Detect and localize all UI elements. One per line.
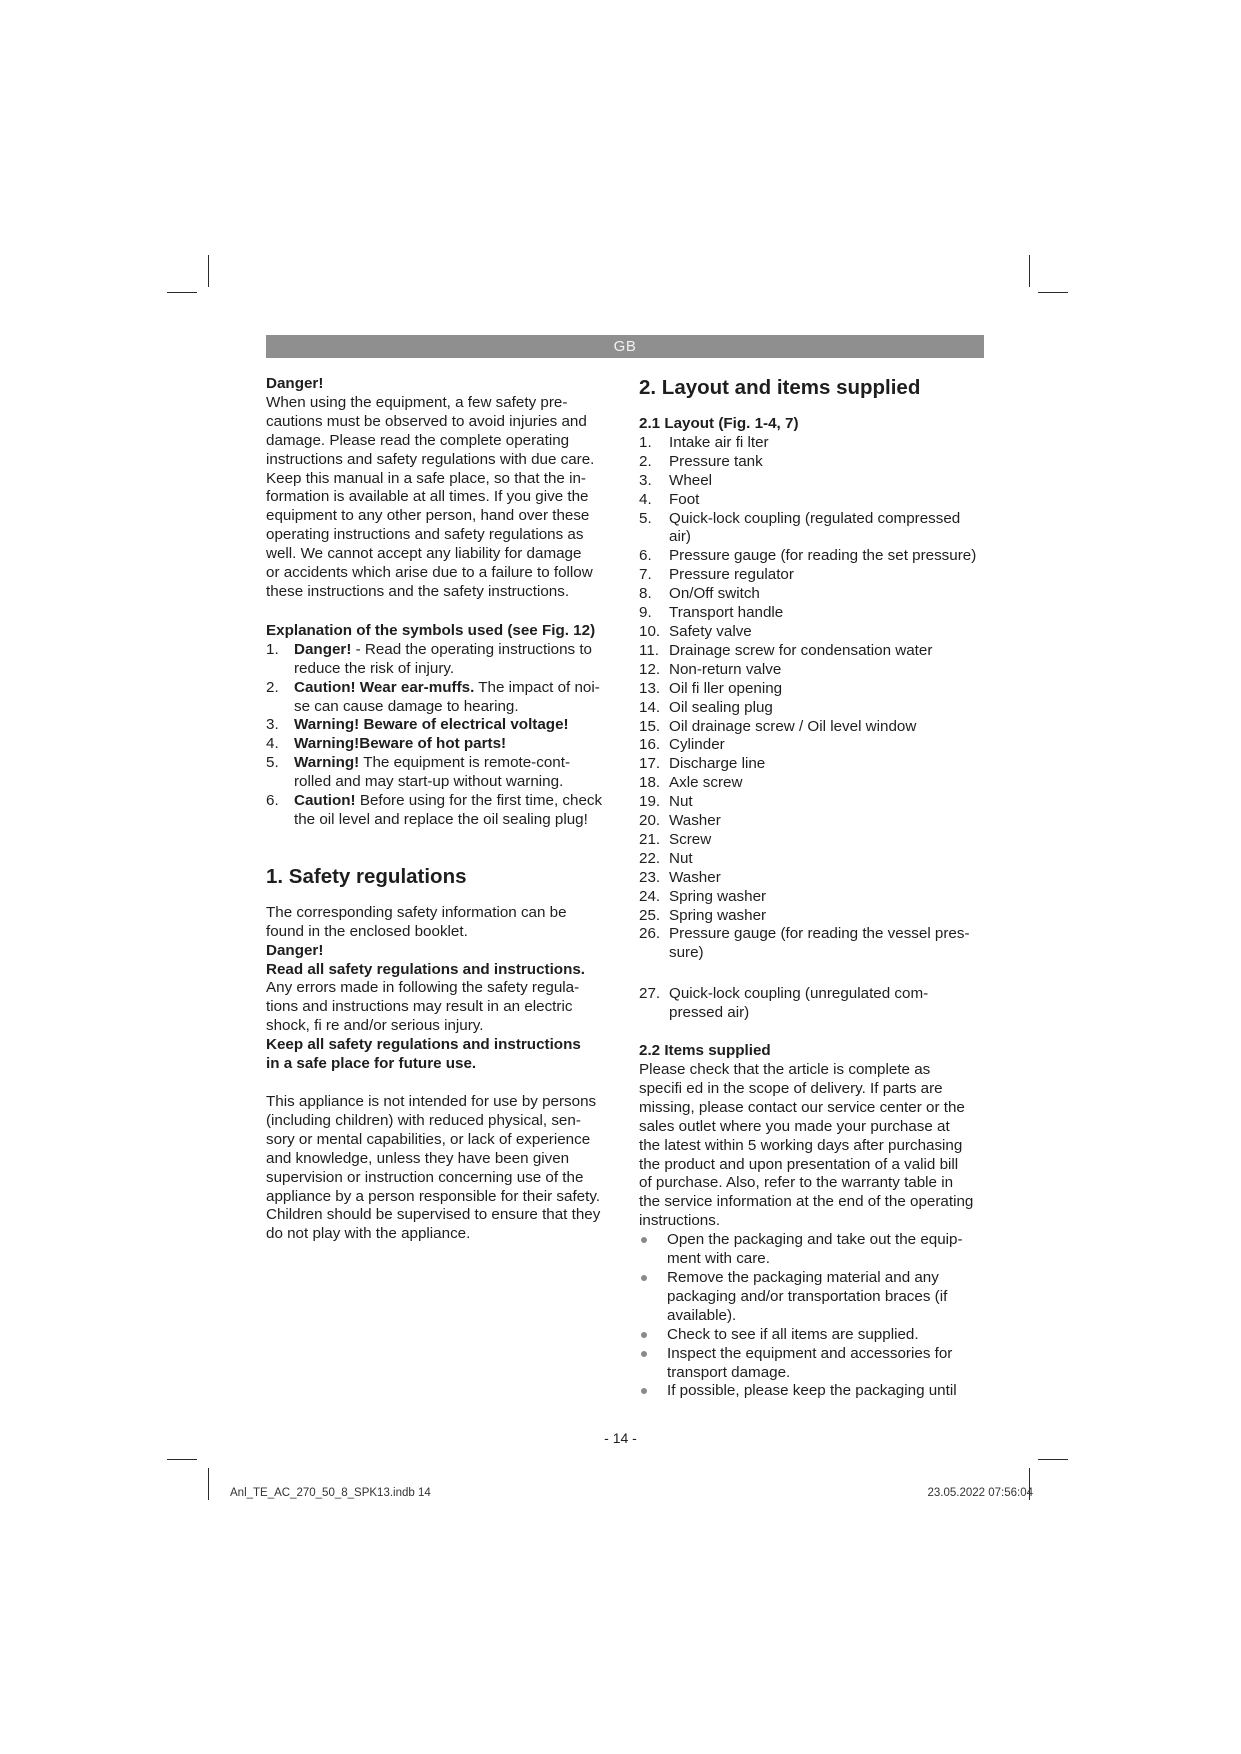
text-line: supervision or instruction concerning use of the: [266, 1168, 584, 1186]
item-number: 13.: [639, 679, 661, 697]
crop-mark: [1029, 255, 1030, 287]
text-line: instructions.: [639, 1212, 721, 1230]
symbol-item: [266, 679, 616, 717]
text-line: Keep this manual in a safe place, so that the in-: [266, 469, 586, 487]
layout-item: [639, 888, 987, 907]
bullet-item: [639, 1326, 987, 1345]
layout-item: [639, 850, 987, 869]
layout-item: [639, 623, 987, 642]
text-line: rolled and may start-up without warning.: [294, 773, 564, 791]
symbol-label: Warning! Beware of electrical voltage!: [294, 716, 569, 734]
item-number: 8.: [639, 585, 652, 603]
text-line: If possible, please keep the packaging until: [667, 1382, 957, 1400]
text-line: Oil fi ller opening: [669, 679, 783, 697]
item-number: 1.: [266, 640, 279, 658]
layout-item: [639, 831, 987, 850]
item-number: 3.: [266, 716, 279, 734]
item-number: 9.: [639, 604, 652, 622]
item-number: 27.: [639, 985, 661, 1003]
bullet-icon: [641, 1237, 647, 1243]
language-bar: GB: [266, 335, 984, 358]
symbol-label: Warning!: [294, 754, 360, 772]
layout-item: [639, 434, 987, 453]
layout-item: [639, 585, 987, 604]
text-line: Keep all safety regulations and instructions: [266, 1036, 581, 1054]
safety-intro: [266, 904, 616, 942]
item-number: 24.: [639, 887, 661, 905]
layout-item: [639, 812, 987, 831]
text-line: missing, please contact our service center or the: [639, 1098, 965, 1116]
crop-mark: [208, 1468, 209, 1500]
item-number: 2.: [266, 678, 279, 696]
text-line: Warning! The equipment is remote-cont-: [294, 754, 571, 772]
crop-mark: [1038, 1459, 1068, 1460]
text-line: or accidents which arise due to a failure to follow: [266, 564, 593, 582]
text-line: Remove the packaging material and any: [667, 1268, 939, 1286]
text-line: reduce the risk of injury.: [294, 659, 455, 677]
left-column: [266, 375, 616, 1244]
text-line: Axle screw: [669, 774, 743, 792]
text-line: in a safe place for future use.: [266, 1055, 477, 1073]
text-line: formation is available at all times. If you give the: [266, 488, 589, 506]
text-line: transport damage.: [667, 1363, 791, 1381]
text-line: On/Off switch: [669, 585, 760, 603]
text-line: appliance by a person responsible for their safety.: [266, 1187, 601, 1205]
item-number: 26.: [639, 925, 661, 943]
crop-mark: [167, 1459, 197, 1460]
danger-intro: [266, 375, 616, 602]
layout-list-27: [639, 985, 987, 1023]
text-line: Non-return valve: [669, 660, 782, 678]
symbols-section: [266, 622, 616, 830]
layout-heading: 2. Layout and items supplied: [639, 376, 921, 399]
text-line: found in the enclosed booklet.: [266, 922, 468, 940]
text-line: Washer: [669, 812, 721, 830]
crop-mark: [167, 292, 197, 293]
text-line: Drainage screw for condensation water: [669, 641, 933, 659]
item-number: 5.: [266, 754, 279, 772]
text-line: cautions must be observed to avoid injuries and: [266, 412, 587, 430]
text-line: Spring washer: [669, 887, 767, 905]
item-number: 11.: [639, 641, 659, 659]
symbol-item: [266, 641, 616, 679]
text-line: Caution! Before using for the first time, check: [294, 792, 603, 810]
layout-title: 2.1 Layout (Fig. 1-4, 7): [639, 415, 799, 432]
layout-item: [639, 661, 987, 680]
bullet-item: [639, 1382, 987, 1401]
text-line: Nut: [669, 793, 693, 811]
layout-item: [639, 718, 987, 737]
bullet-item: [639, 1269, 987, 1326]
layout-item: [639, 566, 987, 585]
text-line: [294, 735, 616, 754]
text-line: Pressure tank: [669, 452, 763, 470]
symbol-label: Caution!: [294, 792, 356, 810]
item-number: 15.: [639, 717, 661, 735]
layout-item: [639, 755, 987, 774]
layout-item: [639, 453, 987, 472]
layout-item: [639, 736, 987, 755]
text-line: these instructions and the safety instructions.: [266, 582, 570, 600]
item-number: 7.: [639, 566, 652, 584]
text-line: the service information at the end of the operating: [639, 1193, 974, 1211]
text-line: Quick-lock coupling (regulated compressed: [669, 509, 961, 527]
text-line: The corresponding safety information can be: [266, 903, 567, 921]
symbols-list: [266, 641, 616, 830]
text-line: the product and upon presentation of a valid bill: [639, 1155, 959, 1173]
item-number: 12.: [639, 660, 661, 678]
bullet-icon: [641, 1388, 647, 1394]
text-line: Oil sealing plug: [669, 698, 773, 716]
text-line: sales outlet where you made your purchase at: [639, 1117, 950, 1135]
item-number: 6.: [639, 547, 652, 565]
text-line: ment with care.: [667, 1250, 770, 1268]
text-line: Nut: [669, 849, 693, 867]
layout-item: [639, 642, 987, 661]
safety-appliance: [266, 1093, 616, 1244]
text-line: specifi ed in the scope of delivery. If parts are: [639, 1079, 943, 1097]
item-number: 2.: [639, 452, 652, 470]
layout-item: [639, 472, 987, 491]
text-line: Safety valve: [669, 622, 752, 640]
text-line: air): [669, 528, 691, 546]
item-number: 18.: [639, 774, 661, 792]
text-line: Wheel: [669, 471, 713, 489]
text-line: packaging and/or transportation braces (if: [667, 1287, 948, 1305]
crop-mark: [208, 255, 209, 287]
text-line: of purchase. Also, refer to the warranty table in: [639, 1174, 954, 1192]
text-line: Danger! - Read the operating instructions to: [294, 640, 592, 658]
safety-read-all: Read all safety regulations and instructions.: [266, 960, 586, 978]
text-line: Check to see if all items are supplied.: [667, 1325, 919, 1343]
item-number: 4.: [266, 735, 279, 753]
layout-item: [639, 925, 987, 963]
bullet-list: [639, 1231, 987, 1401]
text-line: This appliance is not intended for use by persons: [266, 1093, 597, 1110]
text-line: Screw: [669, 830, 712, 848]
text-line: [294, 716, 616, 735]
text-line: Transport handle: [669, 604, 784, 622]
text-line: Pressure gauge (for reading the set pressure): [669, 547, 977, 565]
safety-danger: Danger!: [266, 941, 324, 959]
layout-item: [639, 680, 987, 699]
bullet-item: [639, 1231, 987, 1269]
symbol-label: Warning!Beware of hot parts!: [294, 735, 507, 753]
text-line: the oil level and replace the oil sealing plug!: [294, 810, 588, 828]
layout-item: [639, 510, 987, 548]
text-line: Oil drainage screw / Oil level window: [669, 717, 917, 735]
layout-item: [639, 985, 987, 1023]
safety-heading: 1. Safety regulations: [266, 864, 467, 888]
safety-errors: [266, 979, 616, 1036]
symbol-item: [266, 716, 616, 735]
layout-item: [639, 604, 987, 623]
bullet-icon: [641, 1275, 647, 1281]
text-line: Any errors made in following the safety regula-: [266, 979, 580, 997]
bullet-icon: [641, 1332, 647, 1338]
text-line: operating instructions and safety regulations as: [266, 526, 584, 544]
items-text: [639, 1061, 987, 1231]
text-line: sure): [669, 944, 704, 962]
layout-item: [639, 699, 987, 718]
text-line: shock, fi re and/or serious injury.: [266, 1017, 484, 1035]
item-number: 20.: [639, 812, 661, 830]
text-line: (including children) with reduced physical, sen-: [266, 1111, 581, 1129]
crop-mark: [1038, 292, 1068, 293]
text-line: Pressure gauge (for reading the vessel pres-: [669, 925, 970, 943]
text-line: Foot: [669, 490, 700, 508]
text-line: damage. Please read the complete operating: [266, 431, 570, 449]
bullet-item: [639, 1345, 987, 1383]
item-number: 22.: [639, 849, 661, 867]
layout-item: [639, 547, 987, 566]
footer-date-time: 23.05.2022 07:56:04: [927, 1487, 1033, 1499]
text-line: Discharge line: [669, 755, 766, 773]
right-column: [639, 375, 987, 1401]
symbol-label: Caution! Wear ear-muffs.: [294, 678, 475, 696]
footer-file-info: Anl_TE_AC_270_50_8_SPK13.indb 14: [230, 1487, 431, 1499]
text-line: pressed air): [669, 1004, 750, 1022]
text-line: Children should be supervised to ensure that they: [266, 1206, 601, 1224]
text-line: Open the packaging and take out the equip-: [667, 1231, 963, 1249]
symbol-item: [266, 735, 616, 754]
text-line: Spring washer: [669, 906, 767, 924]
item-number: 16.: [639, 736, 661, 754]
item-number: 14.: [639, 698, 661, 716]
text-line: Please check that the article is complete as: [639, 1061, 931, 1078]
text-line: available).: [667, 1306, 737, 1324]
item-number: 4.: [639, 490, 652, 508]
text-line: do not play with the appliance.: [266, 1225, 471, 1243]
text-line: Cylinder: [669, 736, 725, 754]
text-line: Washer: [669, 868, 721, 886]
item-number: 5.: [639, 509, 652, 527]
safety-section: [266, 864, 616, 1244]
text-line: Intake air fi lter: [669, 433, 769, 451]
item-number: 19.: [639, 793, 661, 811]
symbol-label: Danger!: [294, 640, 352, 658]
text-line: tions and instructions may result in an electric: [266, 998, 573, 1016]
text-line: se can cause damage to hearing.: [294, 697, 519, 715]
text-line: well. We cannot accept any liability for damage: [266, 545, 582, 563]
item-number: 10.: [639, 622, 661, 640]
text-line: sory or mental capabilities, or lack of experience: [266, 1130, 591, 1148]
text-line: equipment to any other person, hand over these: [266, 507, 590, 525]
item-number: 23.: [639, 868, 661, 886]
symbol-item: [266, 754, 616, 792]
text-line: the latest within 5 working days after purchasing: [639, 1136, 963, 1154]
item-number: 6.: [266, 792, 279, 810]
layout-item: [639, 774, 987, 793]
layout-item: [639, 491, 987, 510]
text-line: Inspect the equipment and accessories for: [667, 1344, 953, 1362]
page-number: - 14 -: [604, 1430, 637, 1446]
symbol-item: [266, 792, 616, 830]
danger-title: Danger!: [266, 375, 324, 392]
text-line: When using the equipment, a few safety pre-: [266, 393, 568, 411]
text-line: and knowledge, unless they have been given: [266, 1149, 570, 1167]
safety-keep: [266, 1036, 616, 1074]
items-title: 2.2 Items supplied: [639, 1042, 771, 1060]
item-number: 25.: [639, 906, 661, 924]
item-number: 17.: [639, 755, 661, 773]
text-line: Pressure regulator: [669, 566, 794, 584]
item-number: 21.: [639, 830, 661, 848]
item-number: 1.: [639, 433, 652, 451]
layout-item: [639, 793, 987, 812]
text-line: instructions and safety regulations with due care.: [266, 450, 595, 468]
danger-text: [266, 394, 616, 602]
layout-item: [639, 869, 987, 888]
symbols-title: Explanation of the symbols used (see Fig. 12): [266, 621, 596, 639]
item-number: 3.: [639, 471, 652, 489]
bullet-icon: [641, 1351, 647, 1357]
layout-item: [639, 907, 987, 926]
layout-list: [639, 434, 987, 963]
text-line: Quick-lock coupling (unregulated com-: [669, 985, 929, 1003]
text-line: Caution! Wear ear-muffs. The impact of noi-: [294, 678, 600, 696]
